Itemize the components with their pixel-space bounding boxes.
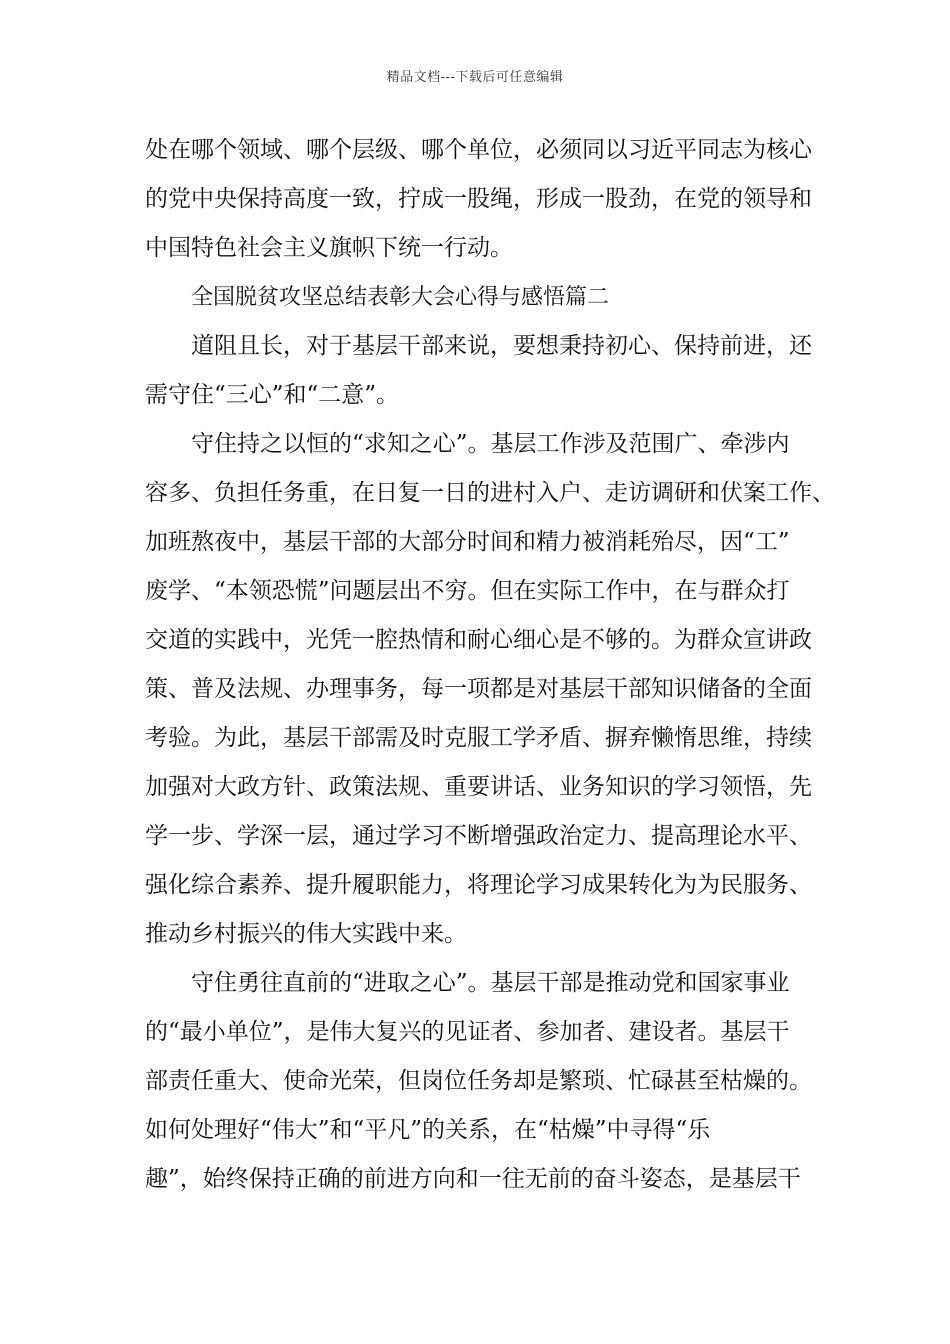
text-line: 需守住“三心”和“二意”。	[145, 382, 400, 408]
text-line: 如何处理好“伟大”和“平凡”的关系，在“枯燥”中寻得“乐	[145, 1117, 711, 1143]
text-line: 学一步、学深一层，通过学习不断增强政治定力、提高理论水平、	[145, 823, 812, 849]
text-line: 道阻且长，对于基层干部来说，要想秉持初心、保持前进，还	[191, 333, 812, 359]
text-line: 废学、“本领恐慌”问题层出不穷。但在实际工作中，在与群众打	[145, 578, 790, 604]
section-heading-text: 全国脱贫攻坚总结表彰大会心得与感悟篇二	[191, 285, 610, 310]
paragraph-progress	[145, 959, 821, 1204]
document-header-note: 精品文档---下载后可任意编辑	[386, 70, 564, 85]
text-line: 推动乡村振兴的伟大实践中来。	[145, 921, 467, 947]
document-body	[145, 126, 835, 1204]
text-line: 的党中央保持高度一致，拧成一股绳，形成一股劲，在党的领导和	[145, 186, 812, 212]
text-line: 的“最小单位”，是伟大复兴的见证者、参加者、建设者。基层干	[145, 1019, 790, 1045]
paragraph-continuation	[145, 126, 821, 273]
text-line: 加班熬夜中，基层干部的大部分时间和精力被消耗殆尽，因“工”	[145, 529, 790, 555]
text-line: 中国特色社会主义旗帜下统一行动。	[145, 235, 513, 261]
text-line: 处在哪个领域、哪个层级、哪个单位，必须同以习近平同志为核心	[145, 137, 812, 163]
text-line: 部责任重大、使命光荣，但岗位任务却是繁琐、忙碌甚至枯燥的。	[145, 1068, 812, 1094]
section-heading	[145, 273, 821, 322]
text-line: 交道的实践中，光凭一腔热情和耐心细心是不够的。为群众宣讲政	[145, 627, 812, 653]
paragraph-knowledge	[145, 420, 835, 959]
text-line: 守住持之以恒的“求知之心”。基层工作涉及范围广、牵涉内	[191, 431, 790, 457]
text-line: 守住勇往直前的“进取之心”。基层干部是推动党和国家事业	[191, 970, 790, 996]
text-line: 容多、负担任务重，在日复一日的进村入户、走访调研和伏案工作、	[145, 480, 835, 506]
paragraph-intro	[145, 322, 821, 420]
text-line: 策、普及法规、办理事务，每一项都是对基层干部知识储备的全面	[145, 676, 812, 702]
text-line: 趣”，始终保持正确的前进方向和一往无前的奋斗姿态，是基层干	[145, 1166, 801, 1192]
text-line: 强化综合素养、提升履职能力，将理论学习成果转化为为民服务、	[145, 872, 812, 898]
text-line: 加强对大政方针、政策法规、重要讲话、业务知识的学习领悟，先	[145, 774, 812, 800]
text-line: 考验。为此，基层干部需及时克服工学矛盾、摒弃懒惰思维，持续	[145, 725, 812, 751]
